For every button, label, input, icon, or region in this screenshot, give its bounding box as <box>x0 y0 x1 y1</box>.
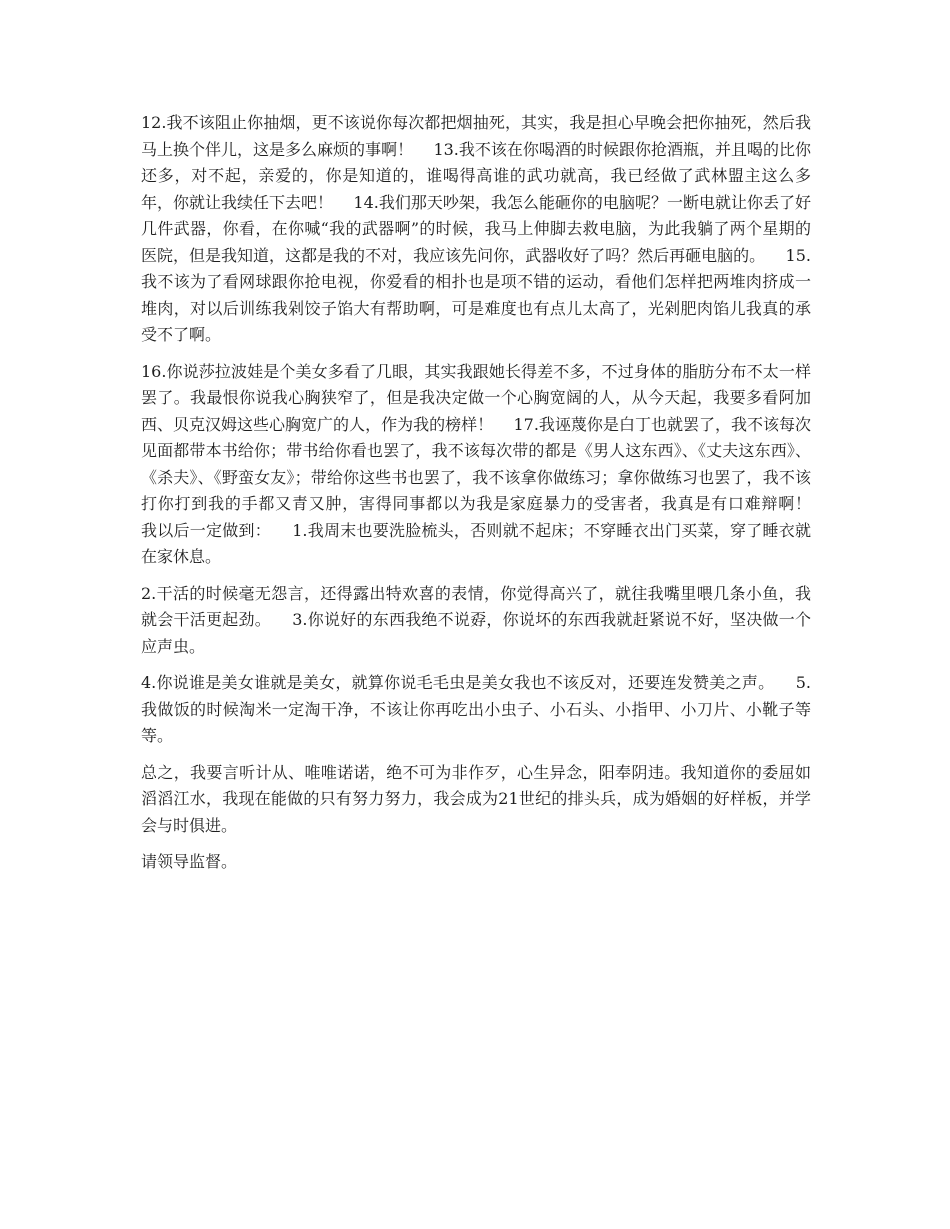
paragraph-apology-16-17-promise-1: 16.你说莎拉波娃是个美女多看了几眼，其实我跟她长得差不多，不过身体的脂肪分布不太一样罢了。我最恨你说我心胸狭窄了，但是我决定做一个心胸宽阔的人，从今天起，我要多看阿加西、贝克汉姆这些心胸宽广的人，作为我的榜样！ 17.我诬蔑你是白丁也就罢了，我不该每次见面都带本书给你；带书给你看也罢了，我不该每次带的都是《男人这东西》、《丈夫这东西》、《杀夫》、《野蛮女友》；带给你这些书也罢了，我不该拿你做练习；拿你做练习也罢了，我不该打你打到我的手都又青又肿，害得同事都以为我是家庭暴力的受害者，我真是有口难辩啊！ 我以后一定做到： 1.我周末也要洗脸梳头，否则就不起床；不穿睡衣出门买菜，穿了睡衣就在家休息。 <box>141 361 832 566</box>
paragraph-closing: 请领导监督。 <box>141 852 238 871</box>
document-body <box>141 110 832 886</box>
paragraph-apology-12-15: 12.我不该阻止你抽烟，更不该说你每次都把烟抽死，其实，我是担心早晚会把你抽死，然后我马上换个伴儿，这是多么麻烦的事啊！ 13.我不该在你喝酒的时候跟你抢酒瓶，并且喝的比你还多，对不起，亲爱的，你是知道的，谁喝得高谁的武功就高，我已经做了武林盟主这么多年，你就让我续任下去吧！ 14.我们那天吵架，我怎么能砸你的电脑呢？一断电就让你丢了好几件武器，你看，在你喊“我的武器啊”的时候，我马上伸脚去救电脑，为此我躺了两个星期的医院，但是我知道，这都是我的不对，我应该先问你，武器收好了吗？然后再砸电脑的。 15.我不该为了看网球跟你抢电视，你爱看的相扑也是项不错的运动，看他们怎样把两堆肉挤成一堆肉，对以后训练我剁饺子馅大有帮助啊，可是难度也有点儿太高了，光剁肥肉馅儿我真的承受不了啊。 <box>141 113 811 344</box>
paragraph-promise-2-3: 2.干活的时候毫无怨言，还得露出特欢喜的表情，你觉得高兴了，就往我嘴里喂几条小鱼，我就会干活更起劲。 3.你说好的东西我绝不说孬，你说坏的东西我就赶紧说不好，坚决做一个应声虫。 <box>141 583 811 656</box>
paragraph-promise-4-5: 4.你说谁是美女谁就是美女，就算你说毛毛虫是美女我也不该反对，还要连发赞美之声。 5.我做饭的时候淘米一定淘干净，不该让你再吃出小虫子、小石头、小指甲、小刀片、小靴子等等。 <box>141 673 811 745</box>
paragraph-conclusion: 总之，我要言听计从、唯唯诺诺，绝不可为非作歹，心生异念，阳奉阴违。我知道你的委屈如滔滔江水，我现在能做的只有努力努力，我会成为21世纪的排头兵，成为婚姻的好样板，并学会与时俱进。 <box>141 762 811 835</box>
